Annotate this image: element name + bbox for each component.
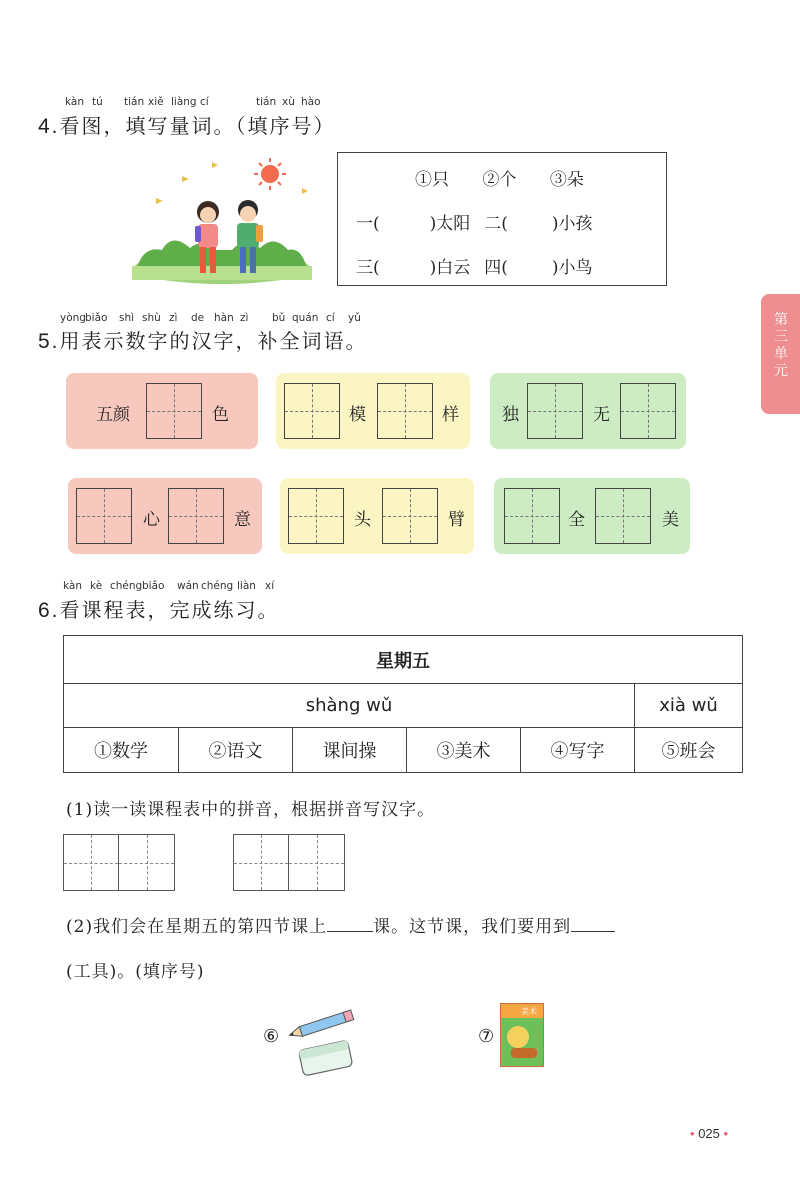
option: ③朵: [549, 170, 584, 190]
kids-illustration: [132, 150, 312, 285]
pinyin: xí: [265, 580, 275, 592]
pinyin: chéng: [110, 580, 143, 592]
answer-blank[interactable]: [327, 913, 373, 932]
answer-grid[interactable]: [527, 383, 583, 439]
schedule-day: 星期五: [64, 636, 743, 684]
pinyin: bǔ: [272, 312, 286, 324]
idiom-char: 意: [234, 510, 251, 530]
pinyin: hàn: [214, 312, 234, 324]
pinyin: tú: [92, 96, 103, 108]
pinyin: hào: [301, 96, 321, 108]
question-text: 看图，填写量词。: [59, 114, 236, 138]
writing-cell[interactable]: [119, 835, 174, 890]
idiom-card: [494, 478, 690, 554]
bird-icons: [156, 162, 308, 204]
text: 一(: [356, 214, 380, 234]
idiom-char: 模: [349, 405, 366, 425]
idiom-card: [276, 373, 470, 449]
idiom-card: [490, 373, 686, 449]
idiom-card: [280, 478, 474, 554]
text: 二(: [484, 214, 508, 234]
pinyin: xù: [282, 96, 295, 108]
tool-number: ⑥: [263, 1026, 280, 1047]
writing-cell[interactable]: [64, 835, 119, 890]
question-text: 用表示数字的汉字，补全词语。: [59, 329, 368, 353]
pinyin: shì: [119, 312, 135, 324]
option: ①只: [415, 170, 449, 190]
idiom-char: 五颜: [96, 405, 130, 425]
page-number-text: 025: [698, 1126, 720, 1141]
art-book-icon: [500, 1003, 544, 1067]
writing-grid[interactable]: [233, 834, 345, 891]
text: )小孩: [551, 214, 593, 234]
idiom-char: 心: [143, 510, 160, 530]
idiom-char: 美: [662, 510, 679, 530]
idiom-char: 无: [593, 405, 610, 425]
pinyin: xiě: [148, 96, 164, 108]
answer-grid[interactable]: [146, 383, 202, 439]
q5-title: [38, 325, 368, 354]
pinyin: biǎo: [142, 580, 165, 592]
class-cell: ③美术: [407, 728, 521, 773]
pinyin: zì: [169, 312, 178, 324]
q4-answer-box: [337, 152, 667, 286]
answer-grid[interactable]: [595, 488, 651, 544]
unit-tab: [761, 294, 800, 414]
answer-grid[interactable]: [288, 488, 344, 544]
pinyin: biǎo: [85, 312, 108, 324]
pinyin: quán: [292, 312, 319, 324]
pinyin: kàn: [65, 96, 84, 108]
class-schedule-table: [63, 635, 743, 773]
question-note: （填序号）: [235, 114, 336, 138]
pinyin: liàn: [237, 580, 256, 592]
question-number: 5.: [38, 330, 60, 353]
question-text: 看课程表，完成练习。: [59, 598, 280, 622]
question-number: 6.: [38, 599, 60, 622]
idiom-card: [68, 478, 262, 554]
text: )白云: [429, 258, 471, 278]
answer-grid[interactable]: [284, 383, 340, 439]
measure-word-options: [415, 165, 584, 190]
text: 四(: [484, 258, 508, 278]
part2-end: (工具)。(填序号): [66, 962, 205, 982]
pinyin: de: [191, 312, 205, 324]
tool-number: ⑦: [478, 1026, 495, 1047]
question-number: 4.: [38, 115, 60, 138]
part2-text: 课。这节课，我们要用到: [373, 917, 572, 937]
class-cell: ⑤班会: [635, 728, 743, 773]
class-cell: ②语文: [179, 728, 293, 773]
sun-icon: [254, 158, 286, 190]
answer-grid[interactable]: [504, 488, 560, 544]
pinyin: chéng: [201, 580, 234, 592]
book-title: 美术: [521, 1007, 537, 1016]
pinyin: zì: [240, 312, 249, 324]
idiom-char: 头: [354, 510, 371, 530]
part1-text: (1)读一读课程表中的拼音，根据拼音写汉字。: [66, 800, 436, 820]
idiom-card: [66, 373, 258, 449]
text: 三(: [356, 258, 380, 278]
idiom-char: 色: [212, 405, 229, 425]
pinyin: cí: [200, 96, 209, 108]
answer-grid[interactable]: [168, 488, 224, 544]
pinyin: wán: [177, 580, 199, 592]
pinyin: liàng: [171, 96, 197, 108]
writing-cell[interactable]: [234, 835, 289, 890]
class-cell: 课间操: [293, 728, 407, 773]
pinyin: tián: [256, 96, 277, 108]
answer-grid[interactable]: [76, 488, 132, 544]
answer-grid[interactable]: [377, 383, 433, 439]
class-cell: ①数学: [64, 728, 179, 773]
morning-pinyin: shàng wǔ: [64, 684, 635, 728]
writing-grid[interactable]: [63, 834, 175, 891]
pencil-eraser-icon: [286, 1005, 362, 1077]
q6-title: [38, 594, 280, 623]
answer-grid[interactable]: [382, 488, 438, 544]
pinyin: yòng: [60, 312, 86, 324]
text: )太阳: [429, 214, 471, 234]
unit-tab-label: 第三单元: [774, 312, 788, 379]
idiom-char: 样: [442, 405, 459, 425]
idiom-char: 臂: [448, 510, 465, 530]
answer-blank[interactable]: [571, 913, 615, 932]
pinyin: yǔ: [348, 312, 361, 324]
q4-row1: [356, 209, 593, 234]
part2-line: [66, 912, 615, 937]
writing-cell[interactable]: [289, 835, 344, 890]
class-cell: ④写字: [521, 728, 635, 773]
pinyin: shù: [142, 312, 161, 324]
pinyin: kè: [90, 580, 103, 592]
pinyin: cí: [326, 312, 335, 324]
afternoon-pinyin: xià wǔ: [635, 684, 743, 728]
pinyin: kàn: [63, 580, 82, 592]
idiom-char: 全: [568, 510, 585, 530]
text: )小鸟: [551, 258, 593, 278]
page-number: • 025 •: [690, 1126, 729, 1141]
answer-grid[interactable]: [620, 383, 676, 439]
idiom-char: 独: [502, 405, 519, 425]
q4-row2: [356, 253, 593, 278]
option: ②个: [482, 170, 517, 190]
q4-title: [38, 110, 336, 139]
pinyin: tián: [124, 96, 145, 108]
part2-text: (2)我们会在星期五的第四节课上: [66, 917, 328, 937]
